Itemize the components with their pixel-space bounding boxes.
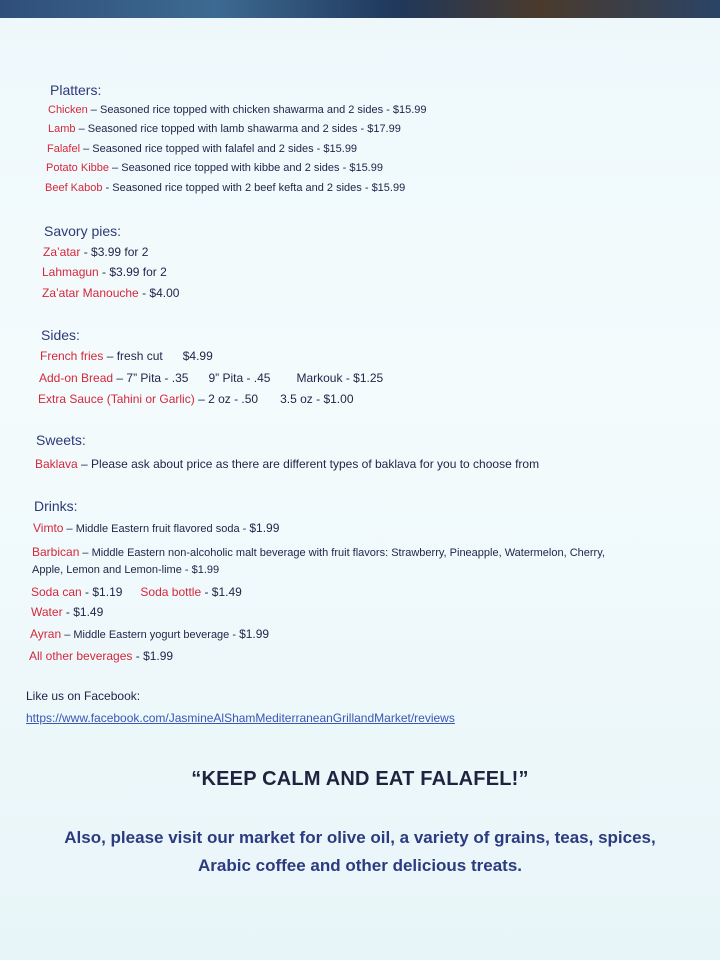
slogan: “KEEP CALM AND EAT FALAFEL!” [191, 768, 529, 790]
savory-pies-heading: Savory pies: [44, 223, 122, 239]
facebook-link[interactable]: https://www.facebook.com/JasmineAlShamMediterraneanGrillandMarket/reviews [26, 711, 455, 725]
market-note-line2: Arabic coffee and other delicious treats. [197, 856, 523, 875]
facebook-label: Like us on Facebook: [26, 689, 141, 703]
menu-item-chicken: Chicken – Seasoned rice topped with chicken shawarma and 2 sides - $15.99 [48, 104, 427, 116]
menu-item-lahmagun: Lahmagun - $3.99 for 2 [42, 265, 167, 279]
menu-item-falafel: Falafel – Seasoned rice topped with falafel and 2 sides - $15.99 [47, 143, 358, 155]
menu-item-ayran: Ayran – Middle Eastern yogurt beverage - $1.99 [30, 627, 270, 641]
menu-item-french-fries: French fries – fresh cut $4.99 [40, 349, 213, 363]
platters-heading: Platters: [50, 82, 102, 98]
menu-item-vimto: Vimto – Middle Eastern fruit flavored soda - $1.99 [33, 521, 280, 535]
drinks-heading: Drinks: [34, 498, 78, 514]
sweets-heading: Sweets: [36, 432, 86, 448]
menu-item-add-on-bread: Add-on Bread – 7” Pita - .35 9” Pita - .45 Markouk - $1.25 [39, 371, 384, 385]
menu-item-potato-kibbe: Potato Kibbe – Seasoned rice topped with kibbe and 2 sides - $15.99 [46, 162, 383, 174]
menu-item-all-other-beverages: All other beverages - $1.99 [29, 649, 174, 663]
menu-item-lamb: Lamb – Seasoned rice topped with lamb shawarma and 2 sides - $17.99 [48, 123, 401, 135]
sides-heading: Sides: [41, 327, 80, 343]
menu-item-water: Water - $1.49 [31, 605, 104, 619]
menu-item-barbican-line2: Apple, Lemon and Lemon-lime - $1.99 [32, 564, 220, 576]
menu-item-beef-kabob: Beef Kabob - Seasoned rice topped with 2 beef kefta and 2 sides - $15.99 [45, 182, 406, 194]
market-note-line1: Also, please visit our market for olive oil, a variety of grains, teas, spices, [64, 828, 656, 847]
menu-item-zaatar-manouche: Za’atar Manouche - $4.00 [42, 286, 180, 300]
menu-item-zaatar: Za’atar - $3.99 for 2 [43, 245, 149, 259]
menu-item-extra-sauce: Extra Sauce (Tahini or Garlic) – 2 oz - .50 3.5 oz - $1.00 [38, 392, 354, 406]
menu-item-soda: Soda can - $1.19 Soda bottle - $1.49 [31, 585, 242, 599]
menu-item-baklava: Baklava – Please ask about price as there are different types of baklava for you to choose from [35, 457, 540, 471]
market-note [0, 824, 720, 880]
menu-item-barbican: Barbican – Middle Eastern non-alcoholic malt beverage with fruit flavors: Strawberry, Pineapple, Watermelon, Cherry, [32, 545, 605, 559]
